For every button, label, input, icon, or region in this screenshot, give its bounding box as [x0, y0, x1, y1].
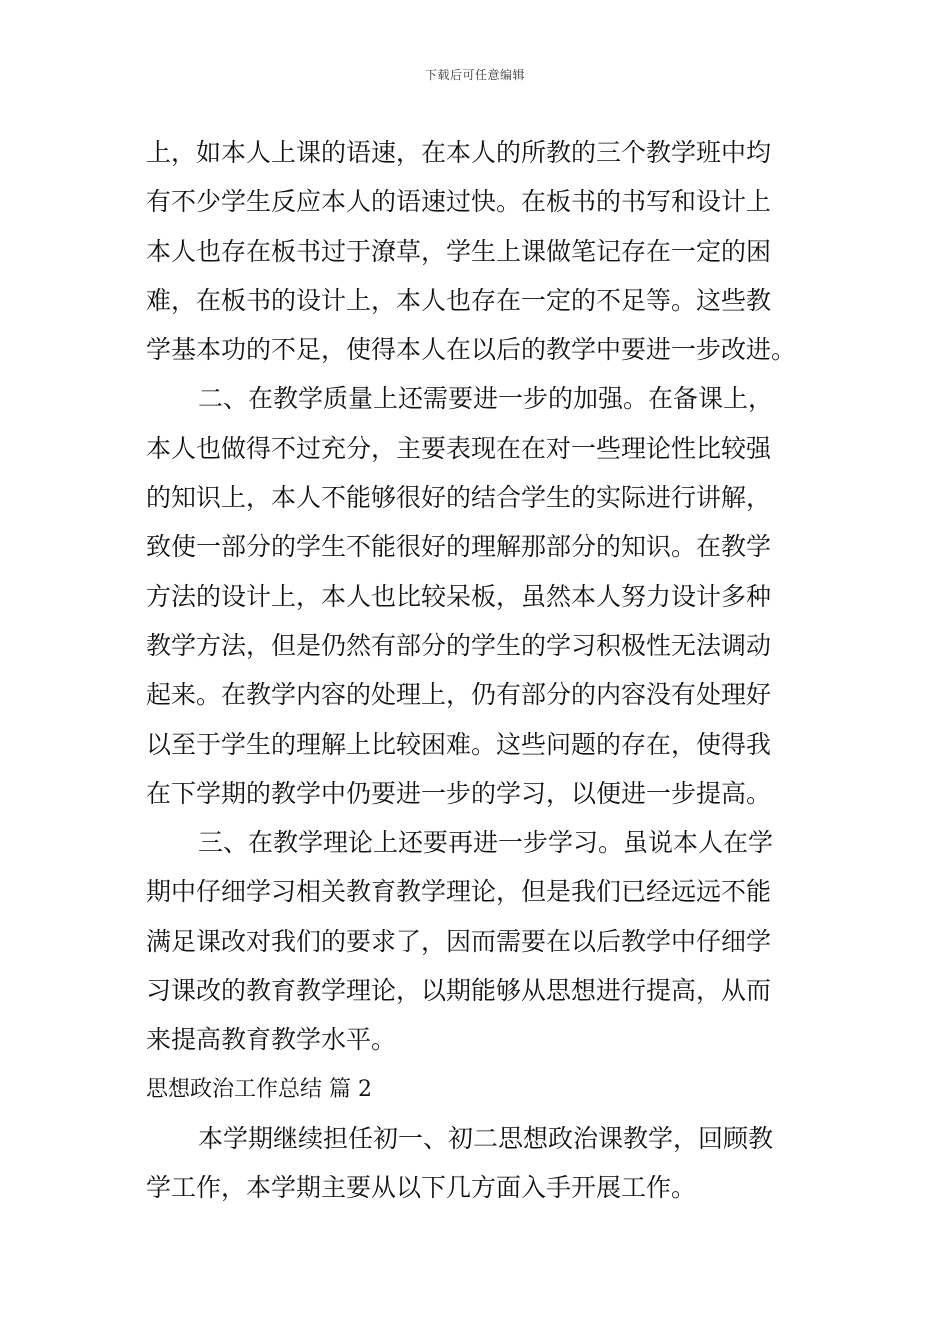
text-line-11: 教学方法，但是仍然有部分的学生的学习积极性无法调动 [146, 630, 772, 660]
text-line-18: 习课改的教育教学理论，以期能够从思想进行提高，从而 [146, 976, 772, 1006]
document-body [146, 128, 808, 1213]
text-line-5: 学基本功的不足，使得本人在以后的教学中要进一步改进。 [146, 335, 797, 365]
text-line-12: 起来。在教学内容的处理上，仍有部分的内容没有处理好 [146, 680, 772, 710]
text-line-22: 学工作，本学期主要从以下几方面入手开展工作。 [146, 1173, 697, 1203]
page-header-note: 下载后可任意编辑 [424, 68, 525, 82]
text-line-10: 方法的设计上，本人也比较呆板，虽然本人努力设计多种 [146, 581, 772, 611]
section-heading: 思想政治工作总结 篇 2 [146, 1076, 372, 1102]
text-line-17: 满足课改对我们的要求了，因而需要在以后教学中仔细学 [146, 926, 772, 956]
text-line-13: 以至于学生的理解上比较困难。这些问题的存在，使得我 [146, 729, 772, 759]
text-line-9: 致使一部分的学生不能很好的理解那部分的知识。在教学 [146, 532, 772, 562]
paragraph-4-start: 本学期继续担任初一、初二思想政治课教学，回顾教 [198, 1123, 774, 1153]
text-line-7: 本人也做得不过充分，主要表现在在对一些理论性比较强 [146, 433, 772, 463]
paragraph-3-start: 三、在教学理论上还要再进一步学习。虽说本人在学 [198, 828, 774, 858]
text-line-19: 来提高教育教学水平。 [146, 1025, 397, 1055]
text-line-4: 难，在板书的设计上，本人也存在一定的不足等。这些教 [146, 285, 772, 315]
text-line-14: 在下学期的教学中仍要进一步的学习，以便进一步提高。 [146, 778, 772, 808]
text-line-3: 本人也存在板书过于潦草，学生上课做笔记存在一定的困 [146, 236, 772, 266]
text-line-1: 上，如本人上课的语速，在本人的所教的三个教学班中均 [146, 138, 772, 167]
text-line-16: 期中仔细学习相关教育教学理论，但是我们已经远远不能 [146, 877, 772, 907]
text-line-8: 的知识上，本人不能够很好的结合学生的实际进行讲解， [146, 483, 772, 513]
text-line-2: 有不少学生反应本人的语速过快。在板书的书写和设计上 [146, 187, 772, 217]
paragraph-2-start: 二、在教学质量上还需要进一步的加强。在备课上， [198, 384, 774, 414]
